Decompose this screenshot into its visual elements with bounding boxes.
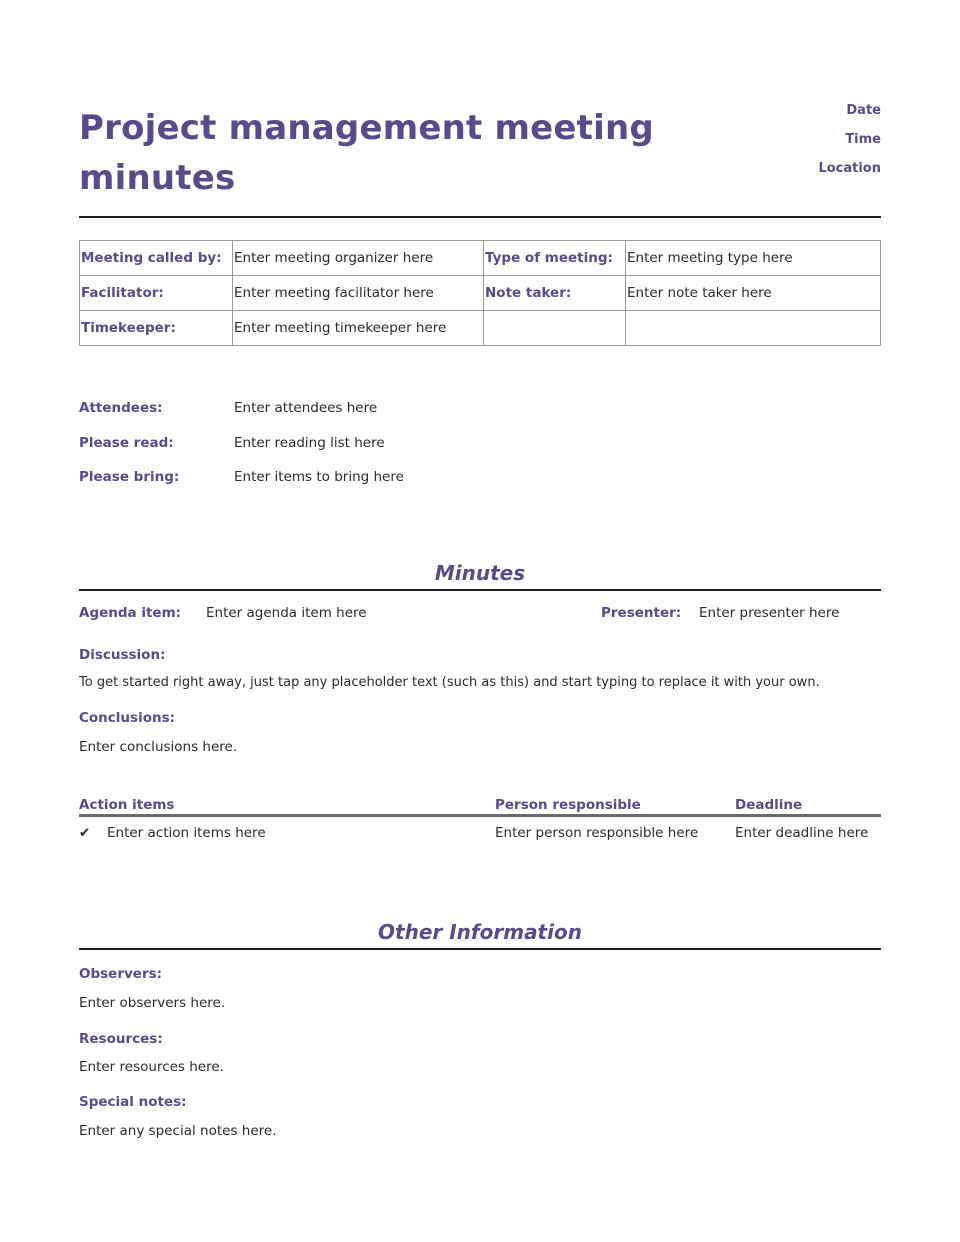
table-row xyxy=(80,241,881,276)
table-row xyxy=(80,276,881,311)
special-notes-label: Special notes: xyxy=(79,1094,187,1110)
action-items-divider xyxy=(79,814,881,817)
time-field[interactable]: Time xyxy=(845,132,881,147)
action-item-value[interactable]: Enter action items here xyxy=(107,825,266,841)
timekeeper-value[interactable]: Enter meeting timekeeper here xyxy=(233,311,484,346)
resources-text[interactable]: Enter resources here. xyxy=(79,1059,224,1075)
conclusions-label: Conclusions: xyxy=(79,710,176,726)
timekeeper-label: Timekeeper: xyxy=(80,311,233,346)
resources-label: Resources: xyxy=(79,1031,163,1047)
other-information-divider xyxy=(79,948,881,950)
meeting-type-value[interactable]: Enter meeting type here xyxy=(626,241,881,276)
conclusions-text[interactable]: Enter conclusions here. xyxy=(79,739,238,755)
deadline-value[interactable]: Enter deadline here xyxy=(735,825,869,841)
note-taker-label: Note taker: xyxy=(484,276,626,311)
checkmark-icon: ✔ xyxy=(79,825,91,841)
other-information-heading: Other Information xyxy=(378,920,582,944)
presenter-value[interactable]: Enter presenter here xyxy=(699,605,840,621)
document-page xyxy=(79,0,881,1242)
attendees-label: Attendees: xyxy=(79,400,163,416)
observers-label: Observers: xyxy=(79,966,163,982)
meeting-meta xyxy=(818,102,881,189)
minutes-heading: Minutes xyxy=(434,561,526,585)
please-bring-value[interactable]: Enter items to bring here xyxy=(234,469,404,485)
table-row xyxy=(80,311,881,346)
empty-cell[interactable] xyxy=(626,311,881,346)
page-title[interactable]: Project management meeting minutes xyxy=(79,108,654,198)
location-field[interactable]: Location xyxy=(818,161,881,176)
minutes-divider xyxy=(79,589,881,591)
discussion-label: Discussion: xyxy=(79,647,166,663)
attendees-value[interactable]: Enter attendees here xyxy=(234,400,378,416)
facilitator-label: Facilitator: xyxy=(80,276,233,311)
empty-cell[interactable] xyxy=(484,311,626,346)
person-responsible-value[interactable]: Enter person responsible here xyxy=(495,825,699,841)
meeting-type-label: Type of meeting: xyxy=(484,241,626,276)
person-responsible-header: Person responsible xyxy=(495,797,641,813)
please-read-label: Please read: xyxy=(79,435,174,451)
deadline-header: Deadline xyxy=(735,797,803,813)
meeting-organizer-value[interactable]: Enter meeting organizer here xyxy=(233,241,484,276)
title-divider xyxy=(79,216,881,218)
agenda-item-label: Agenda item: xyxy=(79,605,182,621)
please-read-value[interactable]: Enter reading list here xyxy=(234,435,385,451)
action-items-header: Action items xyxy=(79,797,175,813)
please-bring-label: Please bring: xyxy=(79,469,180,485)
note-taker-value[interactable]: Enter note taker here xyxy=(626,276,881,311)
special-notes-text[interactable]: Enter any special notes here. xyxy=(79,1123,277,1139)
meeting-called-by-label: Meeting called by: xyxy=(80,241,233,276)
observers-text[interactable]: Enter observers here. xyxy=(79,995,226,1011)
date-field[interactable]: Date xyxy=(846,103,881,118)
agenda-item-value[interactable]: Enter agenda item here xyxy=(206,605,367,621)
presenter-label: Presenter: xyxy=(601,605,682,621)
facilitator-value[interactable]: Enter meeting facilitator here xyxy=(233,276,484,311)
meeting-info-table xyxy=(79,240,881,346)
discussion-text[interactable]: To get started right away, just tap any placeholder text (such as this) and start typing to replace it with your own. xyxy=(79,675,820,690)
